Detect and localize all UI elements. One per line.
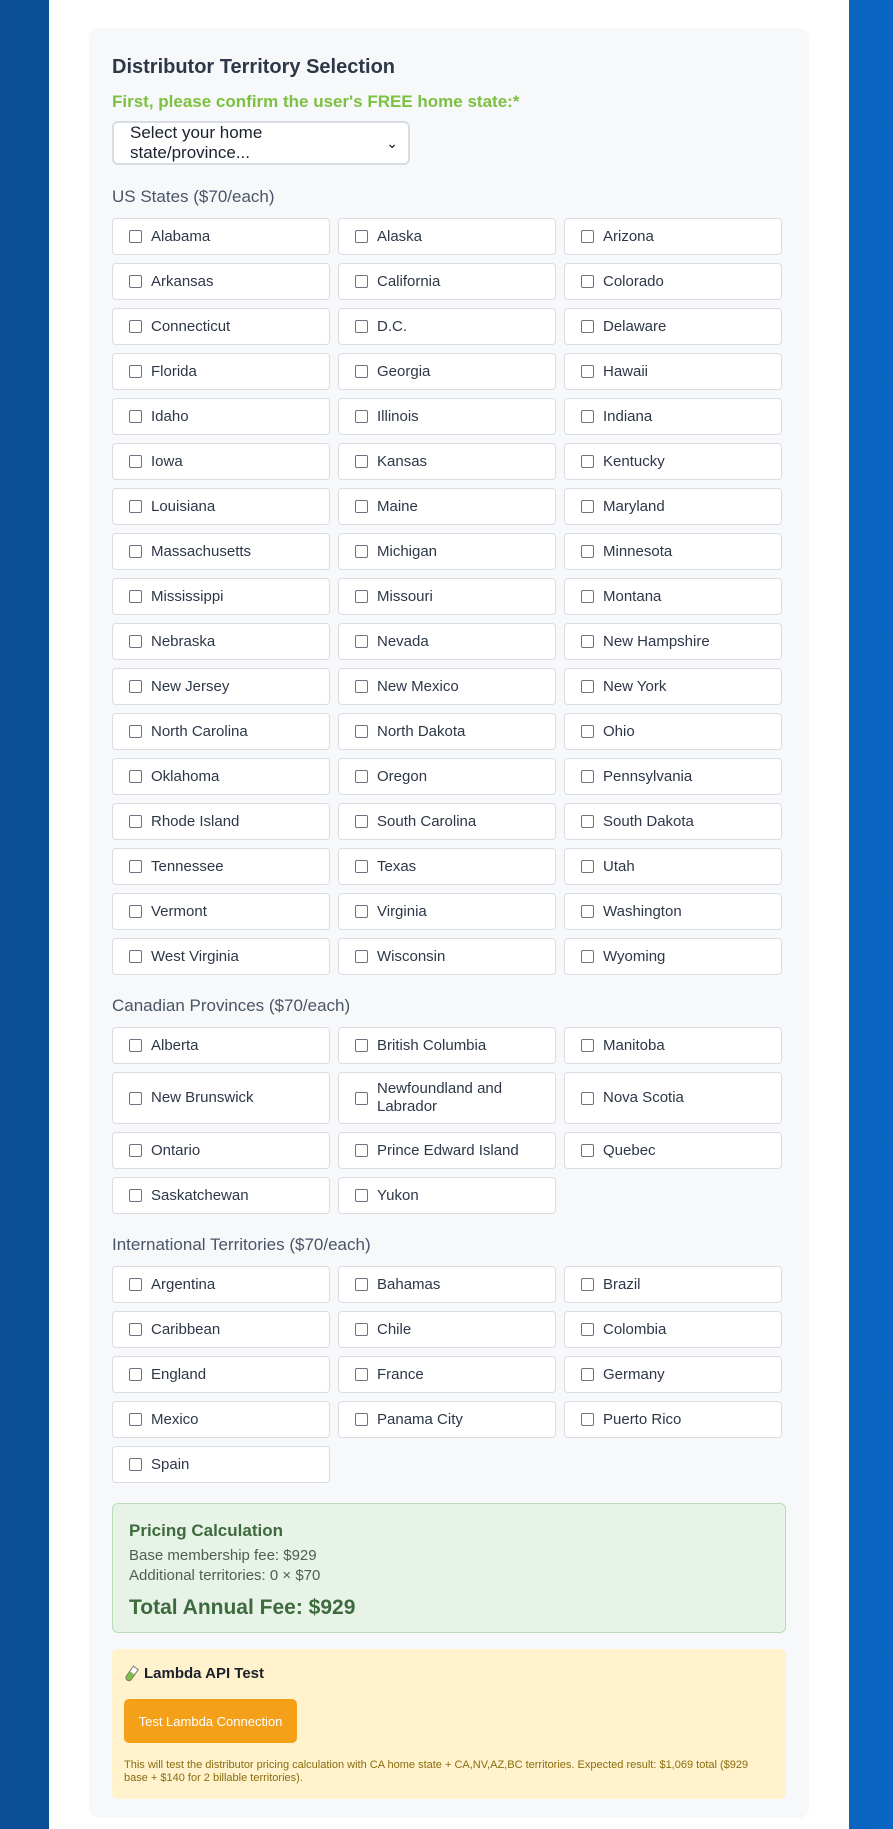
option-label: Tennessee xyxy=(151,857,224,875)
option-label: Rhode Island xyxy=(151,812,240,830)
option-label: Nebraska xyxy=(151,632,216,650)
state-option-north-carolina[interactable] xyxy=(112,713,330,750)
checkbox[interactable] xyxy=(581,590,594,603)
chevron-down-icon: ⌄ xyxy=(386,134,398,151)
checkbox[interactable] xyxy=(355,455,368,468)
checkbox[interactable] xyxy=(129,1278,142,1291)
option-label: Alabama xyxy=(151,227,211,245)
checkbox[interactable] xyxy=(581,410,594,423)
state-option-nebraska[interactable] xyxy=(112,623,330,660)
option-label: D.C. xyxy=(377,317,407,335)
option-label: Colorado xyxy=(603,272,664,290)
option-label: Newfoundland and Labrador xyxy=(377,1080,503,1115)
home-state-select[interactable] xyxy=(112,121,410,165)
checkbox[interactable] xyxy=(581,1323,594,1336)
option-label: Maryland xyxy=(603,497,665,515)
state-option-georgia[interactable] xyxy=(338,353,556,390)
option-label: North Dakota xyxy=(377,722,466,740)
checkbox[interactable] xyxy=(355,545,368,558)
option-label: Minnesota xyxy=(603,542,673,560)
us-states-heading: US States ($70/each) xyxy=(112,187,275,206)
option-label: Chile xyxy=(377,1320,412,1338)
checkbox[interactable] xyxy=(581,365,594,378)
pricing-calculation-panel xyxy=(112,1503,786,1633)
checkbox[interactable] xyxy=(581,320,594,333)
option-label: New Jersey xyxy=(151,677,230,695)
checkbox[interactable] xyxy=(355,1039,368,1052)
option-label: France xyxy=(377,1365,424,1383)
state-option-west-virginia[interactable] xyxy=(112,938,330,975)
checkbox[interactable] xyxy=(129,410,142,423)
canadian-provinces-grid xyxy=(112,1027,786,1214)
checkbox[interactable] xyxy=(355,230,368,243)
us-states-grid xyxy=(112,218,786,975)
checkbox[interactable] xyxy=(129,815,142,828)
option-label: Puerto Rico xyxy=(603,1410,682,1428)
option-label: Kentucky xyxy=(603,452,665,470)
checkbox[interactable] xyxy=(355,1413,368,1426)
checkbox[interactable] xyxy=(129,545,142,558)
option-label: Mississippi xyxy=(151,587,224,605)
checkbox[interactable] xyxy=(581,770,594,783)
state-option-illinois[interactable] xyxy=(338,398,556,435)
province-option-prince-edward-island[interactable] xyxy=(338,1132,556,1169)
international-territories-heading: International Territories ($70/each) xyxy=(112,1235,371,1254)
lambda-test-heading xyxy=(124,1663,774,1685)
state-option-montana[interactable] xyxy=(564,578,782,615)
international-territories-grid xyxy=(112,1266,786,1483)
state-option-mississippi[interactable] xyxy=(112,578,330,615)
checkbox[interactable] xyxy=(355,1368,368,1381)
checkbox[interactable] xyxy=(581,275,594,288)
state-option-utah[interactable] xyxy=(564,848,782,885)
total-annual-fee: Total Annual Fee: $929 xyxy=(129,1596,356,1619)
state-option-alaska[interactable] xyxy=(338,218,556,255)
state-option-colorado[interactable] xyxy=(564,263,782,300)
province-option-saskatchewan[interactable] xyxy=(112,1177,330,1214)
option-label: Iowa xyxy=(151,452,183,470)
state-option-hawaii[interactable] xyxy=(564,353,782,390)
state-option-indiana[interactable] xyxy=(564,398,782,435)
checkbox[interactable] xyxy=(129,1039,142,1052)
checkbox[interactable] xyxy=(355,1144,368,1157)
territory-option-puerto-rico[interactable] xyxy=(564,1401,782,1438)
base-fee-line: Base membership fee: $929 xyxy=(129,1547,317,1564)
state-option-maine[interactable] xyxy=(338,488,556,525)
checkbox[interactable] xyxy=(355,1323,368,1336)
state-option-new-mexico[interactable] xyxy=(338,668,556,705)
state-option-minnesota[interactable] xyxy=(564,533,782,570)
checkbox[interactable] xyxy=(581,1413,594,1426)
additional-territories-line: Additional territories: 0 × $70 xyxy=(129,1567,321,1584)
territory-option-argentina[interactable] xyxy=(112,1266,330,1303)
test-lambda-button[interactable]: Test Lambda Connection xyxy=(124,1699,297,1743)
territory-option-france[interactable] xyxy=(338,1356,556,1393)
state-option-iowa[interactable] xyxy=(112,443,330,480)
page xyxy=(49,0,849,1829)
checkbox[interactable] xyxy=(129,455,142,468)
option-label: Florida xyxy=(151,362,197,380)
checkbox[interactable] xyxy=(129,500,142,513)
option-label: Quebec xyxy=(603,1141,656,1159)
checkbox[interactable] xyxy=(129,320,142,333)
state-option-tennessee[interactable] xyxy=(112,848,330,885)
checkbox[interactable] xyxy=(581,1039,594,1052)
state-option-vermont[interactable] xyxy=(112,893,330,930)
canadian-provinces-heading: Canadian Provinces ($70/each) xyxy=(112,996,351,1015)
checkbox[interactable] xyxy=(355,590,368,603)
province-option-yukon[interactable] xyxy=(338,1177,556,1214)
state-option-arkansas[interactable] xyxy=(112,263,330,300)
option-label: Connecticut xyxy=(151,317,231,335)
home-state-select-value: Select your home state/province... xyxy=(130,123,263,162)
territory-option-brazil[interactable] xyxy=(564,1266,782,1303)
option-label: Arizona xyxy=(603,227,654,245)
checkbox[interactable] xyxy=(581,230,594,243)
state-option-massachusetts[interactable] xyxy=(112,533,330,570)
state-option-south-dakota[interactable] xyxy=(564,803,782,840)
option-label: Arkansas xyxy=(151,272,214,290)
checkbox[interactable] xyxy=(129,1092,142,1105)
province-option-new-brunswick[interactable] xyxy=(112,1072,330,1124)
option-label: Colombia xyxy=(603,1320,667,1338)
checkbox[interactable] xyxy=(581,950,594,963)
state-option-new-jersey[interactable] xyxy=(112,668,330,705)
province-option-nova-scotia[interactable] xyxy=(564,1072,782,1124)
option-label: Prince Edward Island xyxy=(377,1141,519,1159)
option-label: New Mexico xyxy=(377,677,459,695)
option-label: England xyxy=(151,1365,207,1383)
option-label: Hawaii xyxy=(603,362,649,380)
checkbox[interactable] xyxy=(581,1092,594,1105)
province-option-alberta[interactable] xyxy=(112,1027,330,1064)
state-option-new-hampshire[interactable] xyxy=(564,623,782,660)
option-label: Washington xyxy=(603,902,682,920)
state-option-oklahoma[interactable] xyxy=(112,758,330,795)
state-option-kentucky[interactable] xyxy=(564,443,782,480)
option-label: Caribbean xyxy=(151,1320,221,1338)
option-label: Massachusetts xyxy=(151,542,252,560)
checkbox[interactable] xyxy=(355,1189,368,1202)
option-label: Missouri xyxy=(377,587,433,605)
state-option-kansas[interactable] xyxy=(338,443,556,480)
option-label: Illinois xyxy=(377,407,419,425)
option-label: Argentina xyxy=(151,1275,216,1293)
state-option-north-dakota[interactable] xyxy=(338,713,556,750)
checkbox[interactable] xyxy=(129,725,142,738)
checkbox[interactable] xyxy=(581,1368,594,1381)
option-label: Bahamas xyxy=(377,1275,441,1293)
option-label: New Hampshire xyxy=(603,632,710,650)
option-label: Yukon xyxy=(377,1186,419,1204)
option-label: South Carolina xyxy=(377,812,477,830)
state-option-wyoming[interactable] xyxy=(564,938,782,975)
checkbox[interactable] xyxy=(355,725,368,738)
option-label: British Columbia xyxy=(377,1036,487,1054)
checkbox[interactable] xyxy=(581,1144,594,1157)
option-label: Louisiana xyxy=(151,497,216,515)
form-inner xyxy=(112,52,786,1799)
checkbox[interactable] xyxy=(355,905,368,918)
checkbox[interactable] xyxy=(355,770,368,783)
option-label: Kansas xyxy=(377,452,428,470)
option-label: Vermont xyxy=(151,902,207,920)
option-label: New Brunswick xyxy=(151,1089,254,1106)
state-option-new-york[interactable] xyxy=(564,668,782,705)
state-option-florida[interactable] xyxy=(112,353,330,390)
checkbox[interactable] xyxy=(129,860,142,873)
option-label: Alberta xyxy=(151,1036,199,1054)
state-option-south-carolina[interactable] xyxy=(338,803,556,840)
checkbox[interactable] xyxy=(355,275,368,288)
option-label: Nova Scotia xyxy=(603,1089,684,1106)
checkbox[interactable] xyxy=(355,365,368,378)
province-option-newfoundland-and-labrador[interactable] xyxy=(338,1072,556,1124)
checkbox[interactable] xyxy=(129,1144,142,1157)
checkbox[interactable] xyxy=(355,1092,368,1105)
option-label: Delaware xyxy=(603,317,667,335)
option-label: Brazil xyxy=(603,1275,641,1293)
state-option-connecticut[interactable] xyxy=(112,308,330,345)
checkbox[interactable] xyxy=(581,455,594,468)
checkbox[interactable] xyxy=(581,860,594,873)
province-option-manitoba[interactable] xyxy=(564,1027,782,1064)
territory-form-card xyxy=(89,28,809,1818)
pricing-title: Pricing Calculation xyxy=(129,1521,283,1540)
checkbox[interactable] xyxy=(129,1323,142,1336)
state-option-ohio[interactable] xyxy=(564,713,782,750)
province-option-ontario[interactable] xyxy=(112,1132,330,1169)
checkbox[interactable] xyxy=(581,545,594,558)
option-label: Wisconsin xyxy=(377,947,446,965)
state-option-d-c[interactable] xyxy=(338,308,556,345)
state-option-maryland[interactable] xyxy=(564,488,782,525)
territory-option-england[interactable] xyxy=(112,1356,330,1393)
option-label: Germany xyxy=(603,1365,665,1383)
checkbox[interactable] xyxy=(581,1278,594,1291)
lambda-test-note: This will test the distributor pricing calculation with CA home state + CA,NV,AZ,BC territories. Expected result: $1,069 total ($929 base + $140 for 2 billable territories). xyxy=(124,1759,749,1784)
state-option-idaho[interactable] xyxy=(112,398,330,435)
state-option-louisiana[interactable] xyxy=(112,488,330,525)
checkbox[interactable] xyxy=(129,635,142,648)
option-label: Saskatchewan xyxy=(151,1186,249,1204)
checkbox[interactable] xyxy=(129,680,142,693)
option-label: Panama City xyxy=(377,1410,463,1428)
option-label: Spain xyxy=(151,1455,190,1473)
option-label: West Virginia xyxy=(151,947,239,965)
checkbox[interactable] xyxy=(355,950,368,963)
state-option-texas[interactable] xyxy=(338,848,556,885)
territory-option-caribbean[interactable] xyxy=(112,1311,330,1348)
territory-option-bahamas[interactable] xyxy=(338,1266,556,1303)
territory-option-panama-city[interactable] xyxy=(338,1401,556,1438)
checkbox[interactable] xyxy=(581,725,594,738)
checkbox[interactable] xyxy=(355,320,368,333)
checkbox[interactable] xyxy=(129,950,142,963)
option-label: New York xyxy=(603,677,667,695)
option-label: Wyoming xyxy=(603,947,666,965)
state-option-virginia[interactable] xyxy=(338,893,556,930)
state-option-california[interactable] xyxy=(338,263,556,300)
checkbox[interactable] xyxy=(355,680,368,693)
territory-option-mexico[interactable] xyxy=(112,1401,330,1438)
checkbox[interactable] xyxy=(581,905,594,918)
checkbox[interactable] xyxy=(129,905,142,918)
state-option-rhode-island[interactable] xyxy=(112,803,330,840)
checkbox[interactable] xyxy=(129,1189,142,1202)
option-label: Virginia xyxy=(377,902,427,920)
option-label: Indiana xyxy=(603,407,653,425)
checkbox[interactable] xyxy=(129,275,142,288)
home-state-label: First, please confirm the user's FREE home state:* xyxy=(112,92,520,111)
checkbox[interactable] xyxy=(129,365,142,378)
state-option-delaware[interactable] xyxy=(564,308,782,345)
test-tube-icon xyxy=(124,1666,138,1682)
state-option-wisconsin[interactable] xyxy=(338,938,556,975)
checkbox[interactable] xyxy=(129,1458,142,1471)
state-option-missouri[interactable] xyxy=(338,578,556,615)
checkbox[interactable] xyxy=(129,1368,142,1381)
checkbox[interactable] xyxy=(129,230,142,243)
state-option-arizona[interactable] xyxy=(564,218,782,255)
checkbox[interactable] xyxy=(129,1413,142,1426)
option-label: South Dakota xyxy=(603,812,694,830)
territory-option-chile[interactable] xyxy=(338,1311,556,1348)
option-label: Pennsylvania xyxy=(603,767,693,785)
option-label: Michigan xyxy=(377,542,438,560)
checkbox[interactable] xyxy=(129,590,142,603)
state-option-oregon[interactable] xyxy=(338,758,556,795)
checkbox[interactable] xyxy=(581,500,594,513)
checkbox[interactable] xyxy=(129,770,142,783)
checkbox[interactable] xyxy=(581,680,594,693)
option-label: Oklahoma xyxy=(151,767,220,785)
checkbox[interactable] xyxy=(355,1278,368,1291)
option-label: Montana xyxy=(603,587,662,605)
territory-option-colombia[interactable] xyxy=(564,1311,782,1348)
checkbox[interactable] xyxy=(581,815,594,828)
state-option-michigan[interactable] xyxy=(338,533,556,570)
option-label: Idaho xyxy=(151,407,189,425)
province-option-british-columbia[interactable] xyxy=(338,1027,556,1064)
checkbox[interactable] xyxy=(581,635,594,648)
option-label: North Carolina xyxy=(151,722,248,740)
page-title: Distributor Territory Selection xyxy=(112,56,396,78)
province-option-quebec[interactable] xyxy=(564,1132,782,1169)
option-label: Georgia xyxy=(377,362,431,380)
lambda-test-panel xyxy=(112,1649,786,1799)
state-option-pennsylvania[interactable] xyxy=(564,758,782,795)
territory-option-germany[interactable] xyxy=(564,1356,782,1393)
option-label: Ontario xyxy=(151,1141,201,1159)
option-label: Oregon xyxy=(377,767,428,785)
option-label: California xyxy=(377,272,441,290)
checkbox[interactable] xyxy=(355,860,368,873)
option-label: Manitoba xyxy=(603,1036,665,1054)
checkbox[interactable] xyxy=(355,815,368,828)
checkbox[interactable] xyxy=(355,410,368,423)
option-label: Maine xyxy=(377,497,418,515)
option-label: Alaska xyxy=(377,227,423,245)
option-label: Utah xyxy=(603,857,635,875)
option-label: Ohio xyxy=(603,722,635,740)
option-label: Nevada xyxy=(377,632,429,650)
state-option-alabama[interactable] xyxy=(112,218,330,255)
option-label: Texas xyxy=(377,857,417,875)
checkbox[interactable] xyxy=(355,635,368,648)
state-option-washington[interactable] xyxy=(564,893,782,930)
territory-option-spain[interactable] xyxy=(112,1446,330,1483)
checkbox[interactable] xyxy=(355,500,368,513)
option-label: Mexico xyxy=(151,1410,199,1428)
state-option-nevada[interactable] xyxy=(338,623,556,660)
lambda-test-title: Lambda API Test xyxy=(144,1665,265,1682)
